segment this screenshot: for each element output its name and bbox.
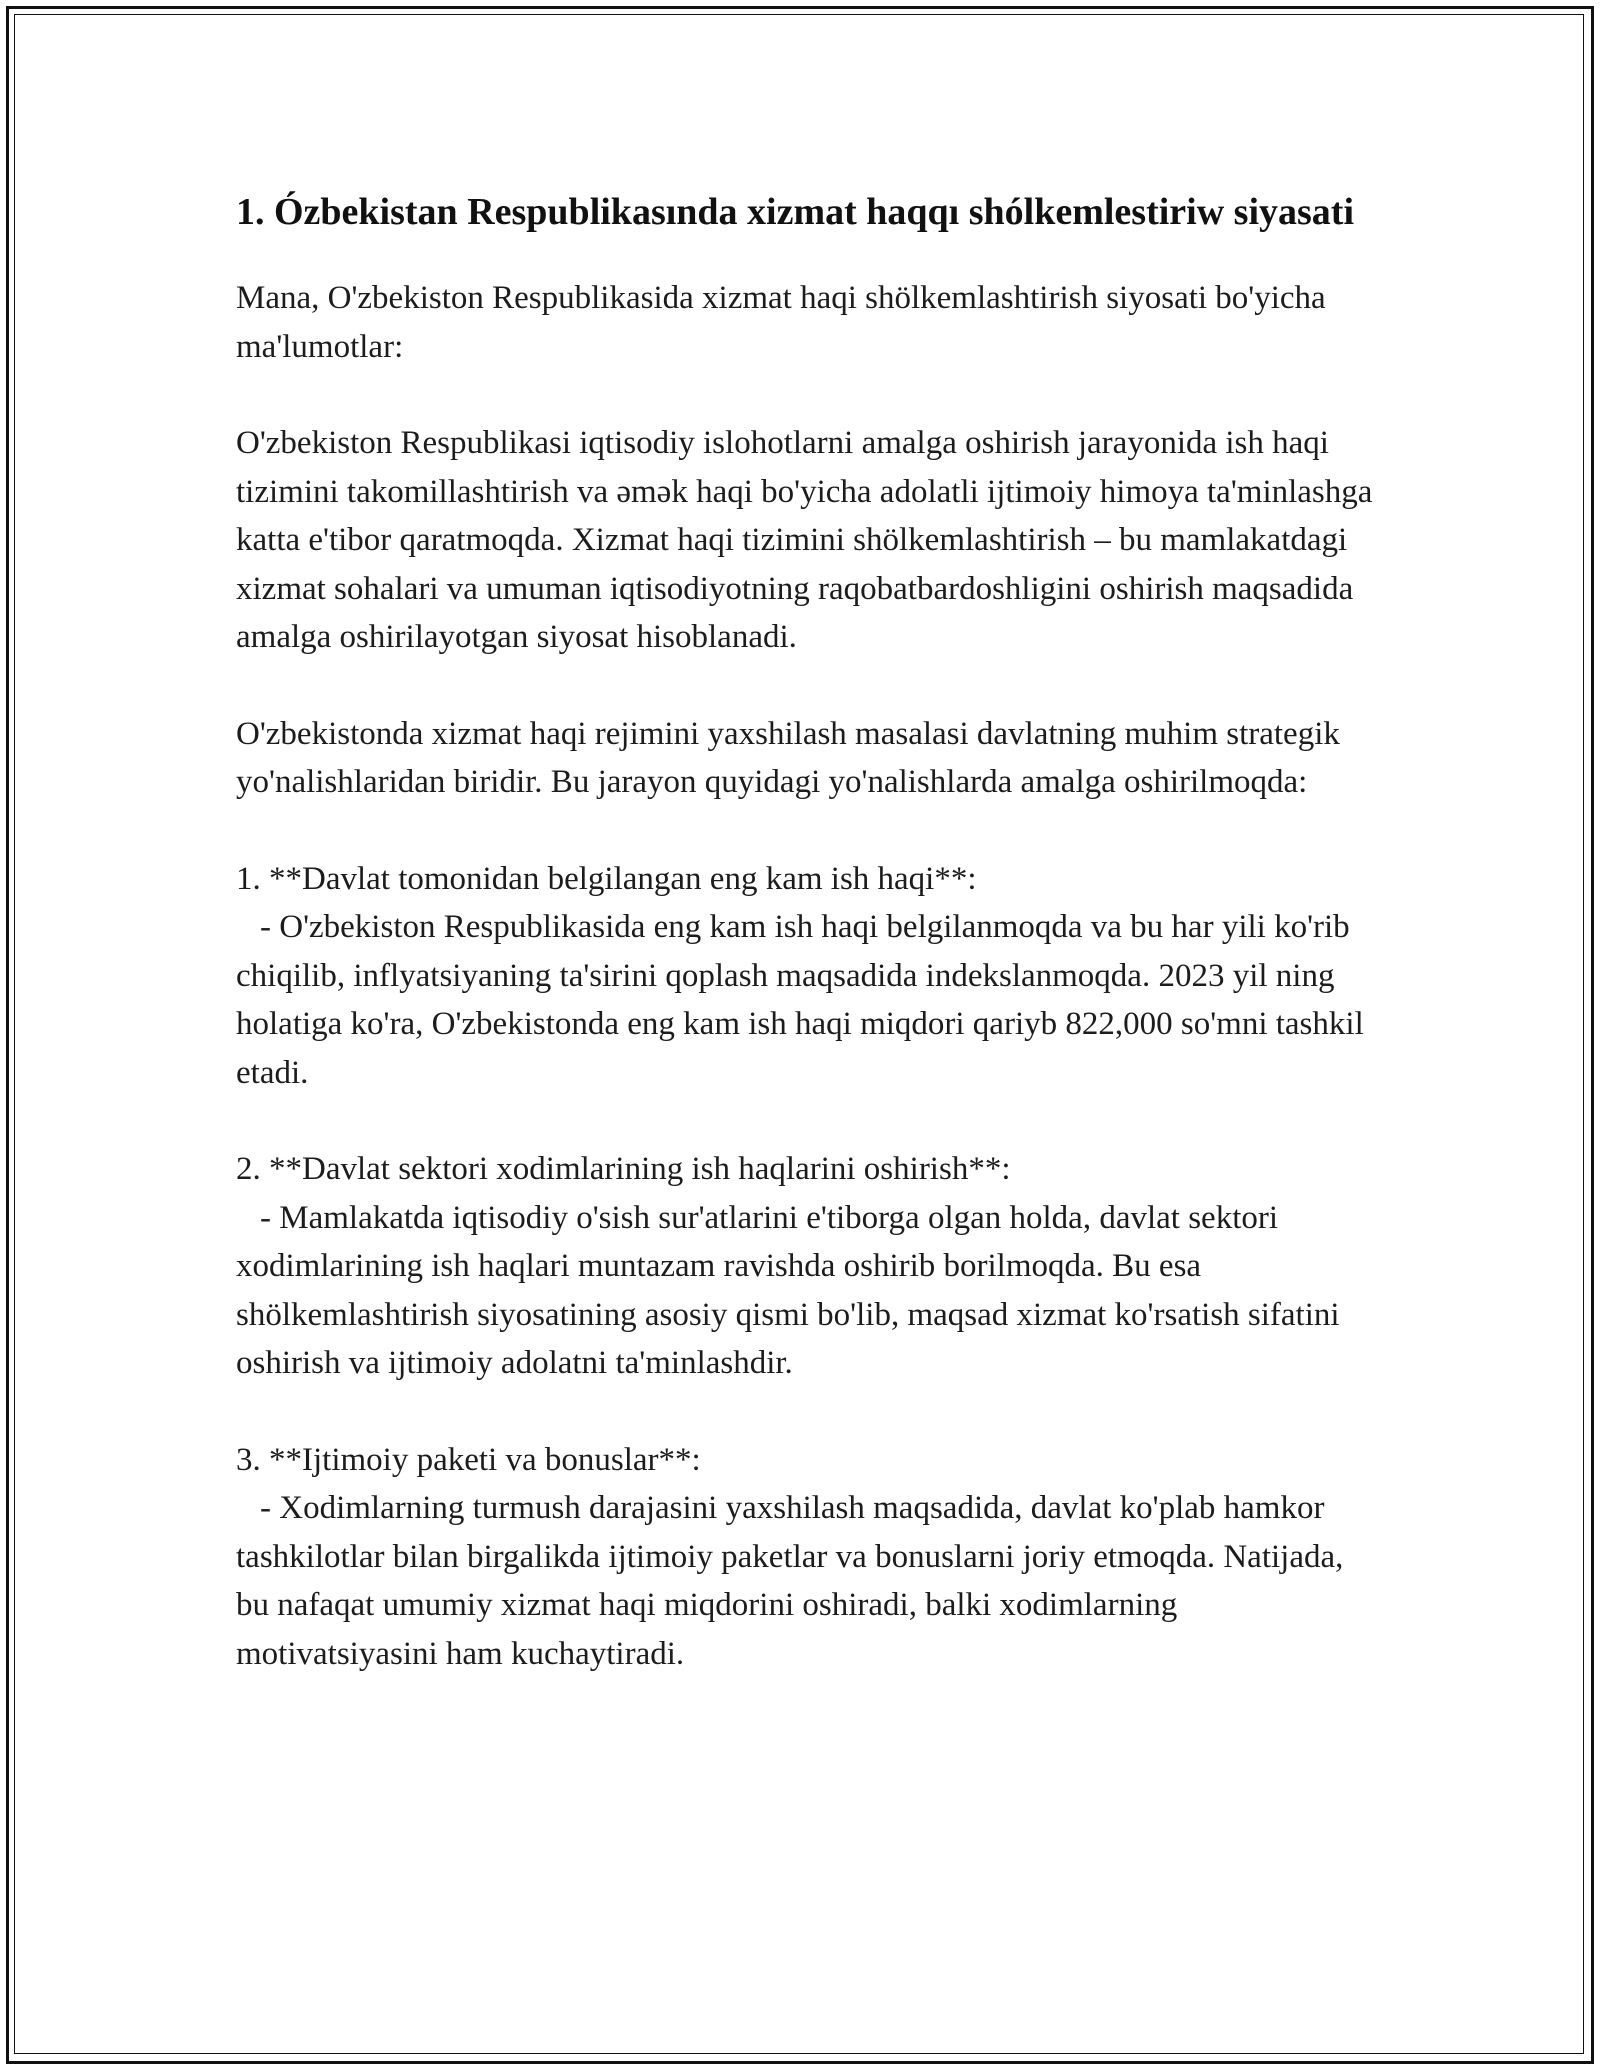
list-item-text: - Xodimlarning turmush darajasini yaxshilash maqsadida, davlat ko'plab hamkor tashkilotlar bilan birgalikda ijtimoiy paketlar va bonuslarni joriy etmoqda. Natijada, bu nafaqat umumiy xizmat haqi miqdorini oshiradi, balki xodimlarning motivatsiyasini ham kuchaytiradi.	[236, 1490, 1344, 1672]
list-item-heading: 1. **Davlat tomonidan belgilangan eng kam ish haqi**:	[236, 860, 977, 897]
list-item	[236, 1436, 1376, 1679]
list-item	[236, 1145, 1376, 1388]
list-item-text: - O'zbekiston Respublikasida eng kam ish haqi belgilanmoqda va bu har yili ko'rib chiqilib, inflyatsiyaning ta'sirini qoplash maqsadida indekslanmoqda. 2023 yil ning holatiga ko'ra, O'zbekistonda eng kam ish haqi miqdori qariyb 822,000 so'mni tashkil etadi.	[236, 909, 1364, 1091]
document-page	[236, 184, 1376, 1726]
body-paragraph: O'zbekistonda xizmat haqi rejimini yaxshilash masalasi davlatning muhim strategik yo'nalishlaridan biridir. Bu jarayon quyidagi yo'nalishlarda amalga oshirilmoqda:	[236, 715, 1340, 800]
document-title: 1. Ózbekistan Respublikasında xizmat haqqı shólkemlestiriw siyasati	[236, 191, 1355, 233]
list-item	[236, 855, 1376, 1098]
list-item-body	[236, 1484, 1376, 1678]
list-item-heading: 2. **Davlat sektori xodimlarining ish haqlarini oshirish**:	[236, 1151, 1011, 1187]
list-item-text: - Mamlakatda iqtisodiy o'sish sur'atlarini e'tiborga olgan holda, davlat sektori xodimlarining ish haqlari muntazam ravishda oshirib borilmoqda. Bu esa shölkemlashtirish siyosatining asosiy qismi bo'lib, maqsad xizmat ko'rsatish sifatini oshirish va ijtimoiy adolatni ta'minlashdir.	[236, 1199, 1340, 1381]
list-item-body	[236, 1194, 1376, 1388]
list-item-body	[236, 903, 1376, 1097]
body-paragraph: O'zbekiston Respublikasi iqtisodiy islohotlarni amalga oshirish jarayonida ish haqi tizimini takomillashtirish va əmək haqi bo'yicha adolatli ijtimoiy himoya ta'minlashga katta e'tibor qaratmoqda. Xizmat haqi tizimini shölkemlashtirish – bu mamlakatdagi xizmat sohalari va umuman iqtisodiyotning raqobatbardoshligini oshirish maqsadida amalga oshirilayotgan siyosat hisoblanadi.	[236, 425, 1373, 655]
list-item-heading: 3. **Ijtimoiy paketi va bonuslar**:	[236, 1441, 701, 1478]
intro-paragraph: Mana, O'zbekiston Respublikasida xizmat haqi shölkemlashtirish siyosati bo'yicha ma'lumotlar:	[236, 280, 1326, 365]
